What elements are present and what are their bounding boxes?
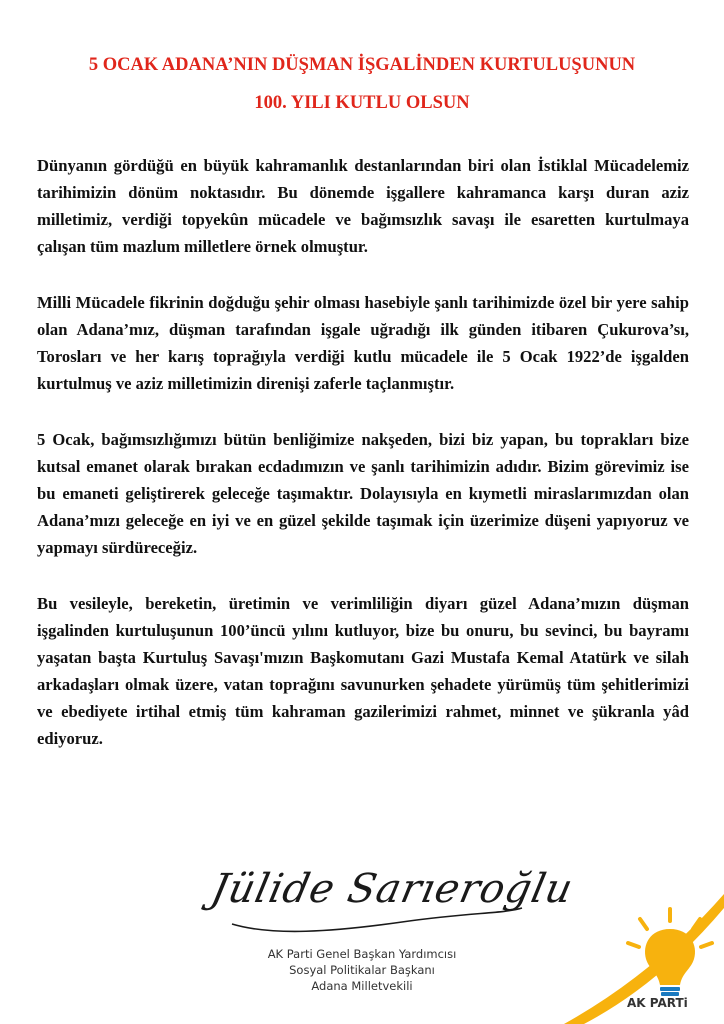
title-line-2: 100. YILI KUTLU OLSUN [254, 93, 470, 113]
paragraph-1: Dünyanın gördüğü en büyük kahramanlık destanlarından biri olan İstiklal Mücadelemiz tarihimizin dönüm noktasıdır. Bu dönemde işgallere kahramanca karşı duran aziz milletimiz, verdiği topyekûn mücadele ve bağımsızlık savaşı ile esaretten kurtulmaya çalışan tüm mazlum milletlere örnek olmuştur. [37, 156, 689, 256]
title-line-1: 5 OCAK ADANA’NIN DÜŞMAN İŞGALİNDEN KURTULUŞUNUN [88, 55, 636, 75]
signatory-title-1: AK Parti Genel Başkan Yardımcısı [267, 947, 457, 961]
ak-parti-logo-text: AK PARTi [627, 996, 688, 1010]
logo-bulb [645, 929, 695, 985]
signatory-titles [232, 946, 492, 994]
signature-name: Jülide Sarıeroğlu [207, 866, 578, 912]
signatory-title-3: Adana Milletvekili [311, 979, 413, 993]
page-title [30, 46, 694, 122]
handwritten-signature [207, 866, 578, 946]
signatory-title-2: Sosyal Politikalar Başkanı [289, 963, 435, 977]
logo-bulb-base-1 [660, 987, 680, 991]
paragraph-2: Milli Mücadele fikrinin doğduğu şehir olması hasebiyle şanlı tarihimizde özel bir yere sahip olan Adana’mız, düşman tarafından işgale uğradığı ilk günden itibaren Çukurova’sı, Torosları ve her karış toprağıyla verdiği kutlu mücadele ile 5 Ocak 1922’de işgalden kurtulmuş ve aziz milletimizin direnişi zaferle taçlanmıştır. [37, 293, 689, 393]
letter-body [37, 152, 689, 781]
signature-flourish [212, 866, 532, 946]
paragraph-4: Bu vesileyle, bereketin, üretimin ve verimliliğin diyarı güzel Adana’mızın düşman işgalinden kurtuluşunun 100’üncü yılını kutluyor, bize bu onuru, bu sevinci, bu bayramı yaşatan başta Kurtuluş Savaşı'mızın Başkomutanı Gazi Mustafa Kemal Atatürk ve silah arkadaşları olmak üzere, vatan toprağını savunurken şehadete yürümüş tüm şehitlerimizi ve ebediyete irtihal etmiş tüm kahraman gazilerimizi rahmet, minnet ve şükranla yâd ediyoruz. [37, 594, 689, 748]
paragraph-3: 5 Ocak, bağımsızlığımızı bütün benliğimize nakşeden, bizi biz yapan, bu toprakları bize kutsal emanet olarak bırakan ecdadımızın ve şanlı tarihimizin adıdır. Bizim görevimiz ise bu emaneti geliştirerek geleceğe taşımaktır. Dolayısıyla en kıymetli miraslarımızdan olan Adana’mızı geleceğe en iyi ve en güzel şekilde taşımak için üzerimize düşeni yapıyoruz ve yapmayı sürdüreceğiz. [37, 430, 689, 557]
